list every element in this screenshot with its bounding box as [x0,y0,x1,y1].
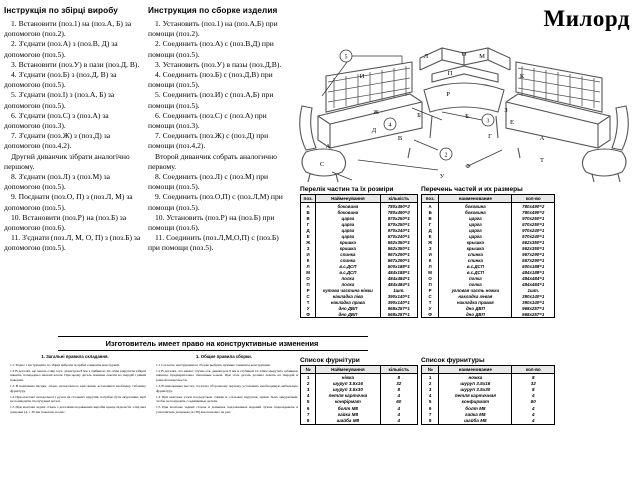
table-cell: 562х350=1 [380,245,417,251]
rule-item-ua-3: 1.4 При монтажі складальної з ручок на стальних шурупів, потрібно бути акуратним, щоб не пошкодити сполучувані деталі. [10,394,146,404]
table-cell: боковина [316,203,380,210]
svg-text:Е: Е [510,119,514,126]
table-cell: ніжка [316,374,380,381]
instruction-step-ru-3: 4. Соединить (поз.Б) с (поз.Д,В) при помощи (поз.5). [148,70,273,90]
table-cell: шуруп 3.5х30 [439,386,512,392]
table-cell: накладка правая [439,299,512,305]
table-cell: 390х140=1 [380,293,417,299]
instruction-step-ru-4: 5. Соединить (поз.И) с (поз.А,Б) при помощи (поз.5). [148,90,274,110]
table-cell: В [301,215,316,221]
table-cell: крышка [439,239,512,245]
table-cell: 568х257=1 [380,311,417,318]
table-cell: 3 [301,386,316,392]
instruction-step-ua-0: 1. Встановити (поз.1) на (поз.А, Б) за допомогою (поз.2). [4,19,132,39]
table-cell: 32 [512,380,555,386]
table-cell: 484х188=1 [512,269,555,275]
instructions-ukrainian-title: Інструкція по збірці виробу [4,6,118,15]
table-cell: 32 [380,380,417,386]
table-cell: М [301,269,316,275]
svg-text:Л: Л [423,53,429,60]
svg-text:Г: Г [488,133,492,140]
table-cell: спинка [439,257,512,263]
table-cell: 562х350=1 [512,245,555,251]
instruction-step-ua-7: Другий диванчик зібрати аналогічно першому. [4,151,130,171]
general-rules-ukrainian-title: 1. Загальні правила складання. [41,354,109,359]
svg-text:А: А [325,143,331,150]
table-cell: 8 [301,417,316,424]
table-cell: Е [301,233,316,239]
table-cell: 3 [422,386,439,392]
table-cell: 2 [422,380,439,386]
svg-text:И: И [359,73,365,80]
table-cell: 484х484=1 [512,281,555,287]
table-cell: кришка [316,239,380,245]
table-cell: 967х290=1 [380,251,417,257]
table-cell: 8 [512,374,555,381]
table-cell: боковина [439,209,512,215]
table-cell: 4 [512,405,555,411]
table-cell: 4 [380,417,417,424]
table-cell: 8 [380,386,417,392]
table-cell: 570х250=1 [512,221,555,227]
table-header-row [301,366,418,374]
table-header-row [422,366,555,374]
table-cell: царга [439,215,512,221]
table-cell: 8 [422,417,439,424]
table-cell: Б [301,209,316,215]
column-header: № [301,366,316,374]
table-cell: 562х350=1 [380,239,417,245]
svg-text:У: У [439,173,445,180]
table-cell: петля карточна [316,393,380,399]
table-cell: 8 [512,386,555,392]
table-cell: царга [316,221,380,227]
rule-item-ru-3: 1.4 При монтаже узлов посредством стяжек и стальных шурупов, нужно быть аккуратным, чтобы не повредить соединяемые детали. [156,394,298,404]
svg-text:5: 5 [344,54,348,61]
table-cell: 970х240=1 [512,227,555,233]
table-cell: В [422,215,439,221]
table-cell: 970х250=1 [380,215,417,221]
instruction-step-ua-5: 6. З'єднати (поз.С) з (поз.А) за допомогою (поз.3). [4,110,109,131]
column-header: кількість [380,195,417,203]
instructions-ukrainian-steps [4,19,144,254]
table-cell: шайба М8 [439,417,512,424]
column-header: кол-во [512,195,555,203]
instruction-step-ua-10: 10. Встановити (поз.Р) на (поз.Б) за допомогою (поз.6). [4,212,127,233]
table-cell: Б [422,209,439,215]
rule-item-ru-2: 1.3 В намеченных местах, согласно сборочному чертежу, установить необходимую мебельную фурнитуру. [156,383,298,393]
instruction-step-ua-11: 11. З'єднати (поз.Л, М, О, П) з (поз.Б) за допомогою (поз.5). [4,233,141,253]
table-cell: 6 [301,405,316,411]
table-cell: 1шт. [512,287,555,293]
parts-table-ukrainian-grid [300,194,418,318]
general-rules-ukrainian [4,355,146,416]
table-cell: дно ДВП [316,311,380,318]
table-cell: 970х250=1 [512,215,555,221]
table-cell: 60 [512,399,555,405]
table-cell: З [301,245,316,251]
column-header: наименование [439,195,512,203]
rule-item-ru-4: 1.5 При монтаже задних стенок и донышек подложенных изделий лучше подкладывать в уплотнитель дощечки (А=30) как показано на рис. [156,405,298,414]
table-cell: 390х140=1 [512,299,555,305]
table-cell: дно ДВП [439,305,512,311]
table-cell: 484х484=1 [512,275,555,281]
table-cell: шуруп 3.5х16 [439,380,512,386]
svg-text:К: К [519,73,525,80]
instruction-step-ru-5: 6. Соединить (поз.С) с (поз.А) при помощи (поз.3). [148,110,267,131]
table-cell: П [422,281,439,287]
table-header-row [422,195,555,203]
svg-text:Т: Т [540,157,544,164]
fittings-table-russian-title: Список фурнитуры [421,357,485,364]
table-cell: М [422,269,439,275]
instruction-step-ru-8: 8. Соединить (поз.Л) с (поз.М) при помощи (поз.5). [148,172,269,192]
table-cell: 500х188=1 [512,263,555,269]
svg-text:Б: Б [417,112,421,119]
instructions-ukrainian-column [4,6,144,254]
table-cell: А [301,203,316,210]
svg-text:Р: Р [446,91,450,98]
instruction-step-ua-9: 9. Поєднати (поз.О, П) з (поз.Л, М) за допомогою (поз.5). [4,192,133,212]
column-header: поз. [422,195,439,203]
table-cell: 4 [512,411,555,417]
notice-divider-bottom [58,350,368,351]
table-cell: петля карточная [439,393,512,399]
table-cell: У [301,305,316,311]
table-cell: Д [301,227,316,233]
column-header: кол-во [512,366,555,374]
instruction-step-ua-6: 7. З'єднати (поз.Ж) з (поз.Д) за допомогою (поз.4,2). [4,131,111,151]
table-cell: болт М8 [316,405,380,411]
table-cell: 500х188=1 [380,263,417,269]
manufacturer-notice: Изготовитель имеет право на конструктивные изменения [105,339,319,348]
table-cell: дно ДВП [439,311,512,318]
table-cell: ножка [439,374,512,381]
table-cell: 390х140=1 [380,299,417,305]
table-cell: царга [439,227,512,233]
table-cell: 567х290=1 [380,257,417,263]
svg-text:П: П [447,70,453,77]
table-cell: 1шт. [380,287,417,293]
table-cell: накладка ліва [316,293,380,299]
table-cell: Ф [301,311,316,318]
rule-item-ru-1: 1.2 В деталях, что имеют глухие отв. диаметром 8 мм и глубиной 10-12мм закрутить забивные шканты, предварительно смазанные клеем. При этом деталь должна лежать на твердой и ровной поверхности. [156,368,298,382]
table-cell: 4 [512,393,555,399]
table-cell: 484х484=1 [380,281,417,287]
table-cell: накладка права [316,299,380,305]
table-cell: 4 [380,393,417,399]
svg-text:А: А [539,135,545,142]
column-header: кількість [380,366,417,374]
table-cell: 7 [301,411,316,417]
table-cell: шуруп 3.5х16 [316,380,380,386]
table-cell: Ж [301,239,316,245]
svg-text:О: О [461,51,467,58]
table-cell: Т [422,299,439,305]
table-cell: 4 [512,417,555,424]
table-cell: 484х188=1 [380,269,417,275]
instruction-step-ua-1: 2. З'єднати (поз.А) з (поз.В, Д) за допомогою (поз.5). [4,39,118,59]
table-row [301,417,418,424]
assembly-diagram [292,20,636,185]
table-cell: накладка левая [439,293,512,299]
svg-text:С: С [319,161,325,168]
table-cell: 5 [422,399,439,405]
instruction-step-ru-1: 2. Соединить (поз.А) с (поз.В,Д) при помощи (поз.5). [148,39,274,59]
table-cell: 780х490=2 [512,203,555,210]
svg-text:Д: Д [371,127,377,134]
instructions-russian-steps [148,19,290,254]
table-cell: конфірмат [316,399,380,405]
parts-table-russian-grid [421,194,555,318]
instruction-step-ua-8: 8. З'єднати (поз.Л) з (поз.М) за допомогою (поз.5). [4,172,111,192]
table-cell: А [422,203,439,210]
table-cell: 2 [301,380,316,386]
instruction-step-ru-9: 9. Соединить (поз.О,П) с (поз.Л,М) при помощи (поз.5). [148,192,283,212]
table-cell: 968х257=1 [512,305,555,311]
table-cell: конфирмат [439,399,512,405]
table-cell: царга [316,215,380,221]
table-cell: 60 [380,399,417,405]
table-cell: 7 [422,411,439,417]
table-body [422,374,555,425]
general-rules-ukrainian-items [4,363,146,415]
fittings-table-russian-grid [421,365,555,425]
instructions-russian-title: Инструкция по сборке изделия [148,6,278,15]
table-cell: 780х490=2 [380,209,417,215]
table-cell: 390х140=1 [512,293,555,299]
table-cell: Л [301,263,316,269]
fittings-table-ukrainian [300,357,418,425]
table-cell: Е [422,233,439,239]
table-cell: Г [422,221,439,227]
table-cell: полка [316,281,380,287]
table-cell: 968х257=1 [380,305,417,311]
general-rules-russian-items [150,363,298,415]
table-cell: 570х240=1 [380,233,417,239]
table-cell: в.с.ДСП [439,269,512,275]
parts-table-russian [421,186,555,318]
column-header: поз. [301,195,316,203]
table-cell: 562х350=1 [512,239,555,245]
table-cell: 568х257=1 [512,311,555,318]
table-cell: 4 [380,405,417,411]
table-body [301,374,418,425]
column-header: наименование [439,366,512,374]
table-cell: 967х290=1 [512,251,555,257]
fittings-table-ukrainian-title: Список фурнітури [300,357,360,364]
table-cell: О [301,275,316,281]
table-cell: боковина [439,203,512,210]
svg-text:Б: Б [465,113,469,120]
table-cell: 5 [301,399,316,405]
svg-text:В: В [397,135,403,142]
table-cell: 1 [301,374,316,381]
table-cell: в.с.ДСП [316,263,380,269]
table-cell: дно ДВП [316,305,380,311]
table-cell: 484х484=1 [380,275,417,281]
fittings-table-ukrainian-grid [300,365,418,425]
table-cell: П [301,281,316,287]
table-cell: К [301,257,316,263]
table-cell: 4 [301,393,316,399]
table-cell: шуруп 3.5х30 [316,386,380,392]
table-cell: К [422,257,439,263]
instruction-step-ua-2: 3. Встановити (поз.У) в пази (поз.Д, В). [11,59,140,69]
table-row [301,374,418,381]
instruction-step-ru-2: 3. Установить (поз.У) в пазы (поз.Д,В). [155,59,282,69]
table-cell: Л [422,263,439,269]
table-cell: спинка [316,257,380,263]
table-cell: 8 [380,374,417,381]
parts-table-ukrainian [300,186,418,318]
table-cell: З [422,245,439,251]
table-cell: полка [439,275,512,281]
instruction-step-ru-7: Второй диванчик собрать аналогично первому. [148,151,277,171]
table-cell: в.с.ДСП [316,269,380,275]
table-cell: кришка [316,245,380,251]
table-cell: полка [316,275,380,281]
table-cell: 4 [380,411,417,417]
table-cell: 6 [422,405,439,411]
table-cell: О [422,275,439,281]
table-cell: 1 [422,374,439,381]
table-cell: Р [301,287,316,293]
rule-item-ua-2: 1.3 В намічених місцях, згідно складального креслення, встановити необхідну табличну фурнітуру. [10,383,146,393]
brand-logo: Милорд [543,6,630,31]
general-rules-russian [150,355,298,416]
svg-text:2: 2 [444,152,448,159]
notice-divider-top [58,336,368,337]
table-row [422,311,555,318]
table-cell: 4 [422,393,439,399]
table-cell: 780х490=2 [380,203,417,210]
table-cell: 970х240=1 [380,227,417,233]
rule-item-ua-1: 1.2 В деталях, що мають отвір глух. діаметром 8 мм з глибиною 10-12мм закрутити забірні шканти, попередньо змазані клеєм. При цьому деталь повинна лежати на твердій і рівній поверхні. [10,368,146,382]
table-cell: Т [301,299,316,305]
svg-text:М: М [479,53,485,60]
general-rules-russian-title: 1. Общие правила сборки. [195,354,253,359]
table-cell: гайка М8 [439,411,512,417]
table-cell: царга [316,233,380,239]
table-cell: Ж [422,239,439,245]
rule-item-ru-0: 1.1 Согласно инструкции по сборке выбрать нужные элементы конструкции. [156,362,271,367]
table-cell: угловая часть ножки [439,287,512,293]
svg-text:З: З [504,107,508,114]
table-cell: кутова частина ніжки [316,287,380,293]
fittings-table-russian [421,357,555,425]
table-cell: спинка [439,251,512,257]
table-cell: 570х250=1 [380,221,417,227]
table-row [422,374,555,381]
svg-text:3: 3 [486,118,490,125]
instruction-step-ua-4: 5. З'єднати (поз.І) з (поз.А, Б) за допомогою (поз.5). [4,90,115,110]
table-cell: полка [439,281,512,287]
svg-text:4: 4 [388,122,392,129]
instruction-step-ru-6: 7. Соединить (поз.Ж) с (поз.Д) при помощи (поз.4,2). [148,131,269,151]
parts-table-russian-title: Перечень частей и их размеры [421,186,523,193]
table-cell: царга [439,221,512,227]
table-cell: 570х240=1 [512,233,555,239]
table-body [422,203,555,318]
table-header-row [301,195,418,203]
rule-item-ua-0: 1.1 Згідно з інструкцією по збірці вибрати потрібні елементи конструкції. [10,362,121,367]
table-cell: С [301,293,316,299]
instruction-step-ua-3: 4. З'єднати (поз.Б) з (поз.Д, В) за допомогою (поз.5). [4,70,117,90]
instruction-step-ru-0: 1. Установить (поз.1) на (поз.А,Б) при помощи (поз.2). [148,19,278,39]
table-cell: крышка [439,245,512,251]
column-header: Найменування [316,195,380,203]
column-header: № [422,366,439,374]
assembly-diagram-svg [292,20,636,185]
svg-text:Ж: Ж [373,109,379,116]
instruction-step-ru-11: 11. Соединить (поз.Л,М,О,П) с (поз.Б) при помощи (поз.5). [148,233,279,253]
table-cell: Г [301,221,316,227]
rule-item-ua-4: 1.5 При монтажі задніх стінок з деталями подовжених виробів краще підкласти з-під них дощечки (А = 30 мм показано на рис. [10,405,146,414]
table-body [301,203,418,318]
instruction-step-ru-10: 10. Установить (поз.Р) на (поз.Б) при помощи (поз.6). [148,212,275,233]
table-cell: царга [439,233,512,239]
svg-text:Ф: Ф [465,163,471,170]
table-cell: болт М8 [439,405,512,411]
table-cell: шайба М8 [316,417,380,424]
table-cell: спинка [316,251,380,257]
table-cell: 780х490=2 [512,209,555,215]
table-cell: гайка М8 [316,411,380,417]
table-cell: И [301,251,316,257]
parts-table-ukrainian-title: Перелік частин та їх розміри [300,186,394,193]
table-cell: боковина [316,209,380,215]
table-cell: царга [316,227,380,233]
table-cell: Ф [422,311,439,318]
table-row [301,311,418,318]
table-row [422,417,555,424]
table-cell: И [422,251,439,257]
table-cell: Р [422,287,439,293]
table-cell: У [422,305,439,311]
column-header: Найменування [316,366,380,374]
table-cell: Д [422,227,439,233]
table-cell: в.с.ДСП [439,263,512,269]
table-cell: 567х290=1 [512,257,555,263]
table-cell: С [422,293,439,299]
instructions-russian-column [148,6,290,254]
